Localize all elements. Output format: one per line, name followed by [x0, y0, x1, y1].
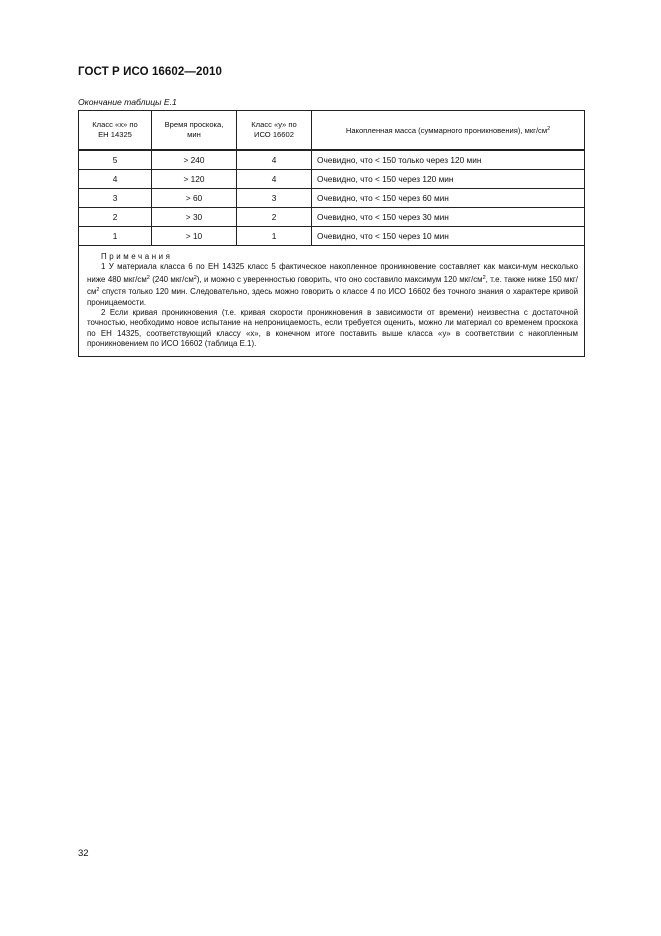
table-caption: Окончание таблицы Е.1	[78, 97, 177, 107]
notes-row	[79, 246, 585, 357]
table-row	[79, 189, 585, 208]
table-row	[79, 227, 585, 246]
cell-breakthrough-time: > 120	[152, 170, 237, 189]
document-header: ГОСТ Р ИСО 16602—2010	[78, 66, 223, 78]
cell-class-y: 4	[237, 150, 312, 170]
cell-class-y: 4	[237, 170, 312, 189]
note-2: 2 Если кривая проникновения (т.е. кривая скорости проникновения в зависимости от времени) неизвестна с достаточной точностью, необходимо новое испытание на непроницаемость, если требуется оценить, можно ли материал со временем проскока по ЕН 14325, соответствующий классу «x», в конечном итоге поставить выше класса «y» в соответствии с накопленным проникновением по ИСО 16602 (таблица Е.1).	[87, 308, 578, 349]
notes-cell	[79, 246, 585, 357]
cell-class-y: 2	[237, 208, 312, 227]
cell-cumulative-mass: Очевидно, что < 150 через 60 мин	[312, 189, 585, 208]
table-row	[79, 170, 585, 189]
notes-title: Примечания	[101, 252, 173, 261]
column-header-class-y: Класс «y» по ИСО 16602	[237, 111, 312, 151]
table-row	[79, 150, 585, 170]
table-row	[79, 208, 585, 227]
cell-cumulative-mass: Очевидно, что < 150 через 120 мин	[312, 170, 585, 189]
column-header-cumulative-mass: Накопленная масса (суммарного проникновения), мкг/$см^2$	[312, 111, 585, 151]
cell-class-y: 3	[237, 189, 312, 208]
cell-cumulative-mass: Очевидно, что < 150 только через 120 мин	[312, 150, 585, 170]
cell-cumulative-mass: Очевидно, что < 150 через 30 мин	[312, 208, 585, 227]
cell-class-x: 2	[79, 208, 152, 227]
data-table	[78, 110, 585, 357]
cell-breakthrough-time: > 30	[152, 208, 237, 227]
cell-cumulative-mass: Очевидно, что < 150 через 10 мин	[312, 227, 585, 246]
cell-class-x: 1	[79, 227, 152, 246]
column-header-breakthrough-time: Время проскока, мин	[152, 111, 237, 151]
cell-class-x: 3	[79, 189, 152, 208]
cell-breakthrough-time: > 240	[152, 150, 237, 170]
page-number: 32	[78, 848, 89, 859]
cell-class-x: 4	[79, 170, 152, 189]
cell-breakthrough-time: > 10	[152, 227, 237, 246]
cell-breakthrough-time: > 60	[152, 189, 237, 208]
note-1: 1 У материала класса 6 по ЕН 14325 класс 5 фактическое накопленное проникновение составляет как макси-мум несколько ниже 480 мкг/$см^2$ (240 мкг/$см^2$), и можно с уверенностью говорить, что оно составило максимум 120 мкг/$см^2$, т.е. также ниже 150 мкг/$см^2$ спустя только 120 мин. Следовательно, здесь можно говорить о классе 4 по ИСО 16602 без точного знания о характере кривой проницаемости.	[87, 262, 578, 307]
column-header-class-x: Класс «x» по ЕН 14325	[79, 111, 152, 151]
cell-class-x: 5	[79, 150, 152, 170]
cell-class-y: 1	[237, 227, 312, 246]
table-header-row	[79, 111, 585, 151]
